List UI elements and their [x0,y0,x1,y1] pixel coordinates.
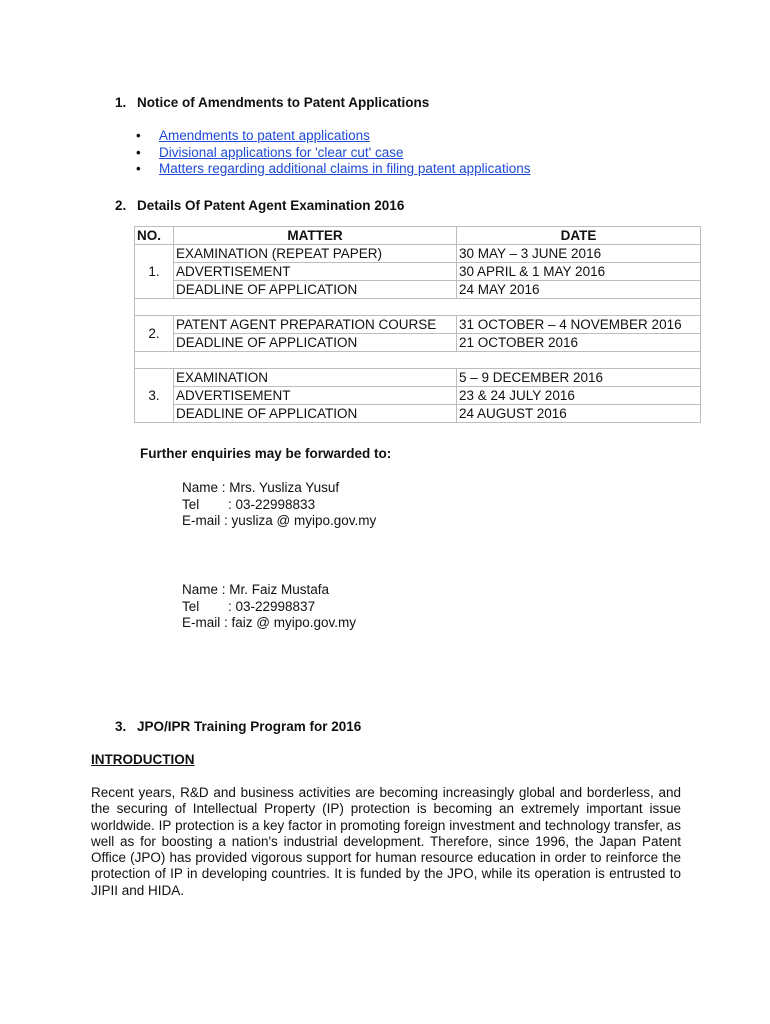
contact-tel-line [182,599,356,616]
section-1-title: Notice of Amendments to Patent Applications [137,95,430,110]
date-cell: 23 & 24 JULY 2016 [457,387,701,405]
matter-cell: EXAMINATION (REPEAT PAPER) [174,245,457,263]
header-date: DATE [457,227,701,245]
table-row [135,334,701,352]
table-row [135,245,701,263]
list-item [136,128,530,145]
contact-tel: : 03-22998833 [228,496,316,512]
date-cell: 30 APRIL & 1 MAY 2016 [457,263,701,281]
section-1-heading [115,95,429,110]
list-item [136,161,530,178]
matter-cell: ADVERTISEMENT [174,263,457,281]
row-number: 2. [135,316,174,352]
bullet-icon: • [136,144,141,160]
link-amendments-to-patent-applications[interactable]: Amendments to patent applications [159,128,370,143]
bullet-icon: • [136,128,141,143]
section-2-heading [115,198,404,213]
matter-cell: PATENT AGENT PREPARATION COURSE [174,316,457,334]
date-cell: 21 OCTOBER 2016 [457,334,701,352]
matter-cell: DEADLINE OF APPLICATION [174,405,457,423]
contact-card [182,480,376,530]
header-matter: MATTER [174,227,457,245]
contact-email-line [182,615,356,632]
section-2-number: 2. [115,198,127,213]
tel-label: Tel [182,496,200,512]
tel-label: Tel [182,598,200,614]
matter-cell: ADVERTISEMENT [174,387,457,405]
section-2-title: Details Of Patent Agent Examination 2016 [137,198,405,213]
section-1-number: 1. [115,95,127,110]
contact-name: Mrs. Yusliza Yusuf [229,480,340,495]
contact-tel: : 03-22998837 [228,598,316,614]
section-3-number: 3. [115,719,127,734]
bullet-icon: • [136,161,141,176]
matter-cell: EXAMINATION [174,369,457,387]
contact-email: faiz @ myipo.gov.my [231,615,357,630]
table-row [135,316,701,334]
name-label: Name : [182,480,226,495]
date-cell: 30 MAY – 3 JUNE 2016 [457,245,701,263]
section-3-heading [115,719,361,734]
contact-name-line [182,480,376,497]
table-row [135,405,701,423]
date-cell: 5 – 9 DECEMBER 2016 [457,369,701,387]
contact-email-line [182,513,376,530]
amendment-links-list [136,128,530,178]
header-no: NO. [135,227,174,245]
matter-cell: DEADLINE OF APPLICATION [174,334,457,352]
name-label: Name : [182,582,226,597]
introduction-heading: INTRODUCTION [91,752,195,767]
table-header-row [135,227,701,245]
contact-card [182,582,356,632]
date-cell: 31 OCTOBER – 4 NOVEMBER 2016 [457,316,701,334]
link-additional-claims[interactable]: Matters regarding additional claims in filing patent applications [159,161,531,176]
list-item [136,145,530,162]
table-spacer-row [135,352,701,369]
date-cell: 24 MAY 2016 [457,281,701,299]
table-row [135,387,701,405]
row-number: 1. [135,245,174,299]
contact-name: Mr. Faiz Mustafa [229,582,330,597]
matter-cell: DEADLINE OF APPLICATION [174,281,457,299]
contact-name-line [182,582,356,599]
email-label: E-mail : [182,615,228,630]
enquiries-heading: Further enquiries may be forwarded to: [140,446,392,461]
table-row [135,263,701,281]
table-row [135,281,701,299]
date-cell: 24 AUGUST 2016 [457,405,701,423]
contact-email: yusliza @ myipo.gov.my [231,513,377,528]
row-number: 3. [135,369,174,423]
exam-schedule-table [134,226,701,423]
contact-tel-line [182,497,376,514]
table-spacer-row [135,299,701,316]
introduction-paragraph: Recent years, R&D and business activities are becoming increasingly global and borderless, and the securing of Intellectual Property (IP) protection is becoming an extremely important issue worldwide. IP protection is a key factor in promoting foreign investment and technology transfer, as well as for boosting a nation's industrial development. Therefore, since 1996, the Japan Patent Office (JPO) has provided vigorous support for human resource education in order to reinforce the protection of IP in developing countries. It is funded by the JPO, while its operation is entrusted to JIPII and HIDA. [91,785,681,898]
table-row [135,369,701,387]
section-3-title: JPO/IPR Training Program for 2016 [137,719,362,734]
link-divisional-applications[interactable]: Divisional applications for 'clear cut' case [159,144,404,160]
email-label: E-mail : [182,513,228,528]
